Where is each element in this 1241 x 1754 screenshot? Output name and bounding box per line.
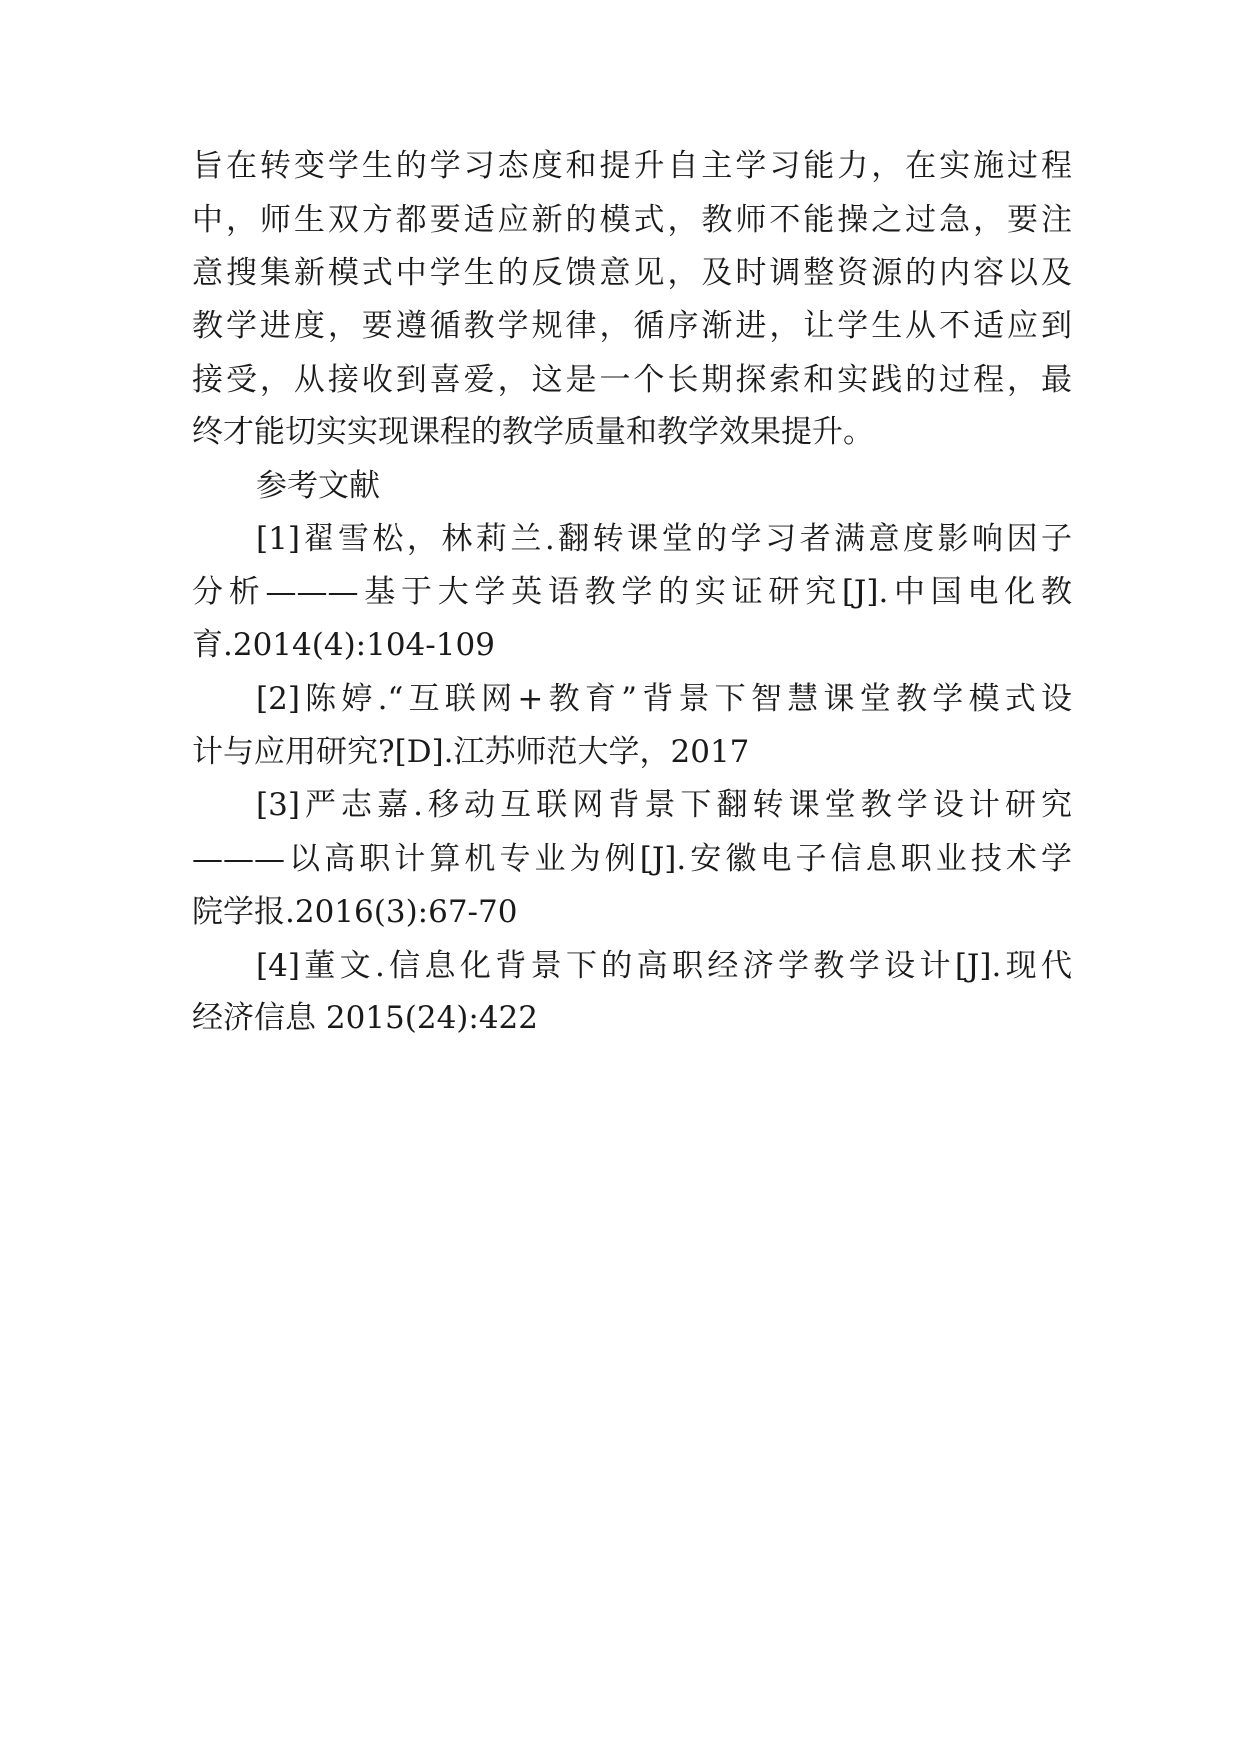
reference-line: [4]董文.信息化背景下的高职经济学教学设计[J].现代	[256, 948, 1072, 984]
body-line: 意搜集新模式中学生的反馈意见，及时调整资源的内容以及	[192, 255, 1072, 291]
reference-line: 经济信息 2015(24):422	[192, 1000, 538, 1036]
reference-line: [3]严志嘉.移动互联网背景下翻转课堂教学设计研究	[256, 787, 1072, 823]
reference-line: [2]陈婷.“互联网+教育”背景下智慧课堂教学模式设	[256, 681, 1072, 717]
body-line: 接受，从接收到喜爱，这是一个长期探索和实践的过程，最	[192, 362, 1072, 398]
body-line: 终才能切实实现课程的教学质量和教学效果提升。	[192, 414, 874, 450]
body-line: 旨在转变学生的学习态度和提升自主学习能力，在实施过程	[192, 148, 1072, 184]
reference-line: 分析———基于大学英语教学的实证研究[J].中国电化教	[192, 574, 1072, 610]
reference-line: 计与应用研究?[D].江苏师范大学，2017	[192, 734, 750, 770]
body-line: 教学进度，要遵循教学规律，循序渐进，让学生从不适应到	[192, 308, 1072, 344]
reference-line: 院学报.2016(3):67-70	[192, 894, 518, 930]
references-heading: 参考文献	[256, 468, 380, 504]
reference-line: 育.2014(4):104-109	[192, 627, 495, 663]
reference-line: [1]翟雪松，林莉兰.翻转课堂的学习者满意度影响因子	[256, 521, 1072, 557]
reference-line: ———以高职计算机专业为例[J].安徽电子信息职业技术学	[192, 841, 1072, 877]
body-line: 中，师生双方都要适应新的模式，教师不能操之过急，要注	[192, 202, 1072, 238]
